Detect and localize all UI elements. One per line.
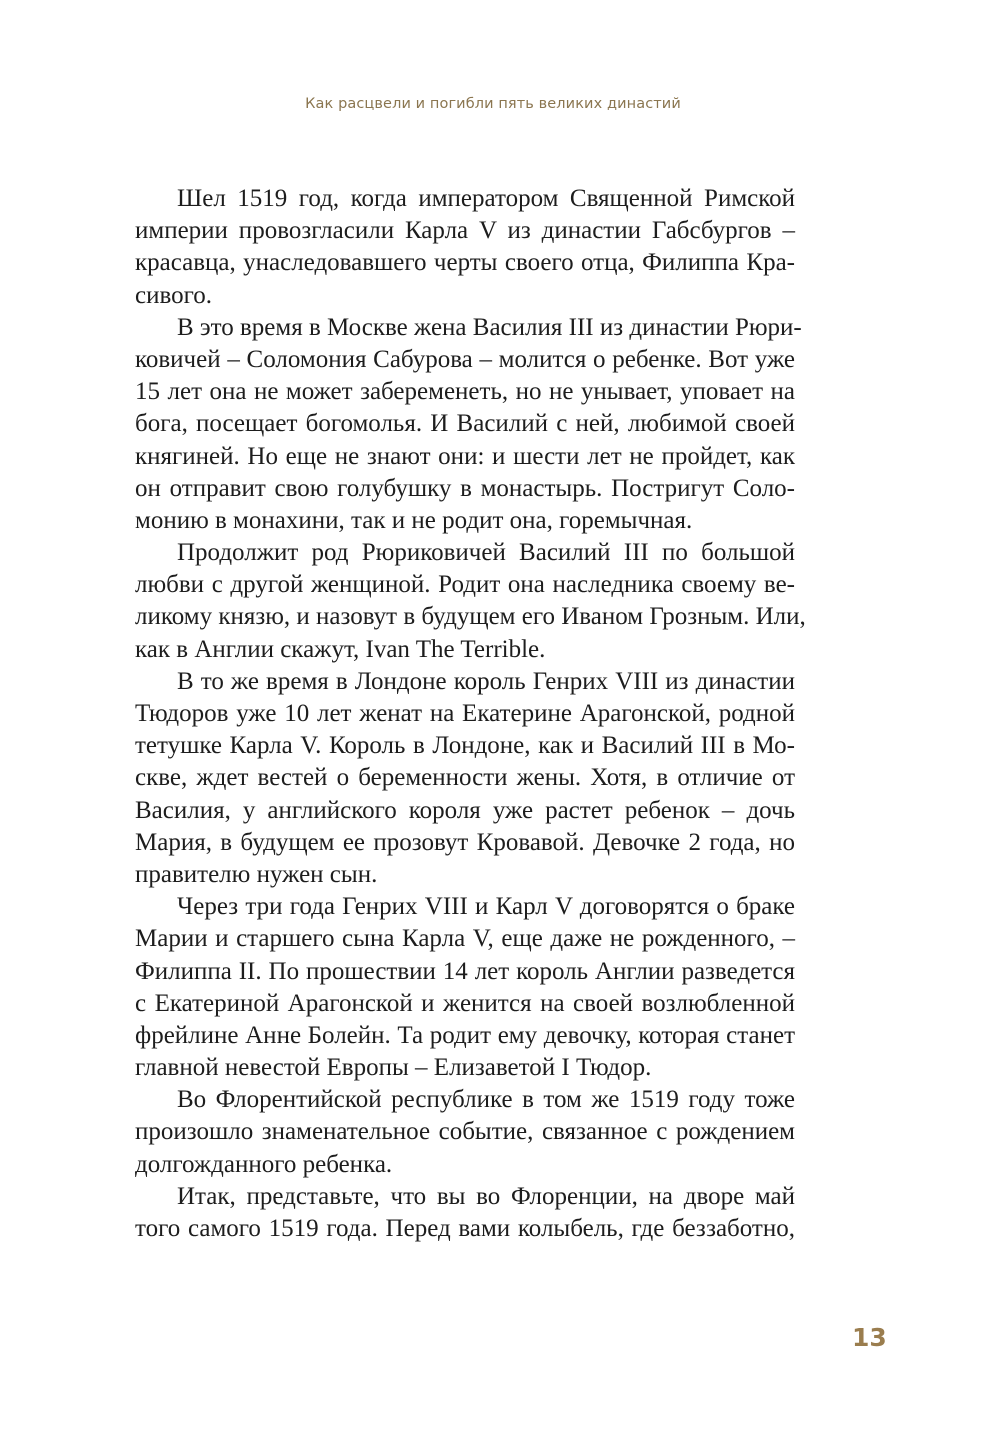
text-line: как в Англии скажут, Ivan The Terrible. (135, 635, 546, 663)
text-line: с Екатериной Арагонской и женится на своей возлюбленной (135, 989, 795, 1017)
text-line: долгожданного ребенка. (135, 1150, 393, 1178)
text-line: В то же время в Лондоне король Генрих VIII из династии (177, 667, 795, 695)
paragraph (135, 1084, 795, 1181)
text-line: Филиппа II. По прошествии 14 лет король Англии разведется (135, 957, 795, 985)
text-line: монию в монахини, так и не родит она, горемычная. (135, 506, 693, 534)
text-line: ликому князю, и назовут в будущем его Иваном Грозным. Или, (135, 603, 806, 631)
text-line: Тюдоров уже 10 лет женат на Екатерине Арагонской, родной (135, 700, 795, 727)
text-line: Мария, в будущем ее прозовут Кровавой. Девочке 2 года, но (135, 828, 795, 856)
text-line: Итак, представьте, что вы во Флоренции, на дворе май (177, 1182, 795, 1210)
text-line: ковичей – Соломония Сабурова – молится о ребенке. Вот уже (135, 345, 795, 373)
text-line: Шел 1519 год, когда императором Священной Римской (177, 185, 795, 212)
paragraph (135, 1181, 795, 1245)
text-line: империи провозгласили Карла V из династии Габсбургов – (135, 217, 795, 245)
text-line: 15 лет она не может забеременеть, но не унывает, уповает на (135, 378, 795, 406)
text-line: главной невестой Европы – Елизаветой I Тюдор. (135, 1054, 652, 1082)
text-line: фрейлине Анне Болейн. Та родит ему девочку, которая станет (135, 1021, 795, 1049)
text-line: произошло знаменательное событие, связанное с рождением (135, 1118, 795, 1146)
text-line: В это время в Москве жена Василия III из династии Рюри- (177, 313, 802, 341)
page-number: 13 (852, 1323, 887, 1352)
text-line: скве, ждет вестей о беременности жены. Хотя, в отличие от (135, 764, 795, 792)
text-line: княгиней. Но еще не знают они: и шести лет не пройдет, как (135, 442, 795, 470)
text-line: Василия, у английского короля уже растет ребенок – дочь (135, 796, 795, 824)
paragraph (135, 891, 795, 1084)
text-line: Через три года Генрих VIII и Карл V договорятся о браке (177, 893, 795, 921)
text-line: он отправит свою голубушку в монастырь. Постригут Соло- (135, 474, 795, 502)
text-line: Продолжит род Рюриковичей Василий III по большой (177, 539, 795, 567)
paragraph (135, 666, 795, 891)
text-line: правителю нужен сын. (135, 860, 378, 888)
text-line: сивого. (135, 281, 212, 309)
running-head-title: Как расцвели и погибли пять великих династий (305, 96, 681, 112)
text-line: красавца, унаследовавшего черты своего отца, Филиппа Кра- (135, 249, 795, 277)
paragraph (135, 312, 802, 537)
text-line: Марии и старшего сына Карла V, еще даже не рожденного, – (135, 925, 795, 953)
paragraph (135, 537, 806, 666)
page-body (135, 183, 806, 1245)
text-line: бога, посещает богомолья. И Василий с ней, любимой своей (135, 410, 795, 438)
text-line: любви с другой женщиной. Родит она наследника своему ве- (135, 571, 795, 599)
text-line: того самого 1519 года. Перед вами колыбель, где беззаботно, (135, 1215, 795, 1242)
text-line: Во Флорентийской республике в том же 1519 году тоже (177, 1086, 795, 1114)
paragraph (135, 183, 795, 312)
text-line: тетушке Карла V. Король в Лондоне, как и Василий III в Мо- (135, 732, 795, 760)
